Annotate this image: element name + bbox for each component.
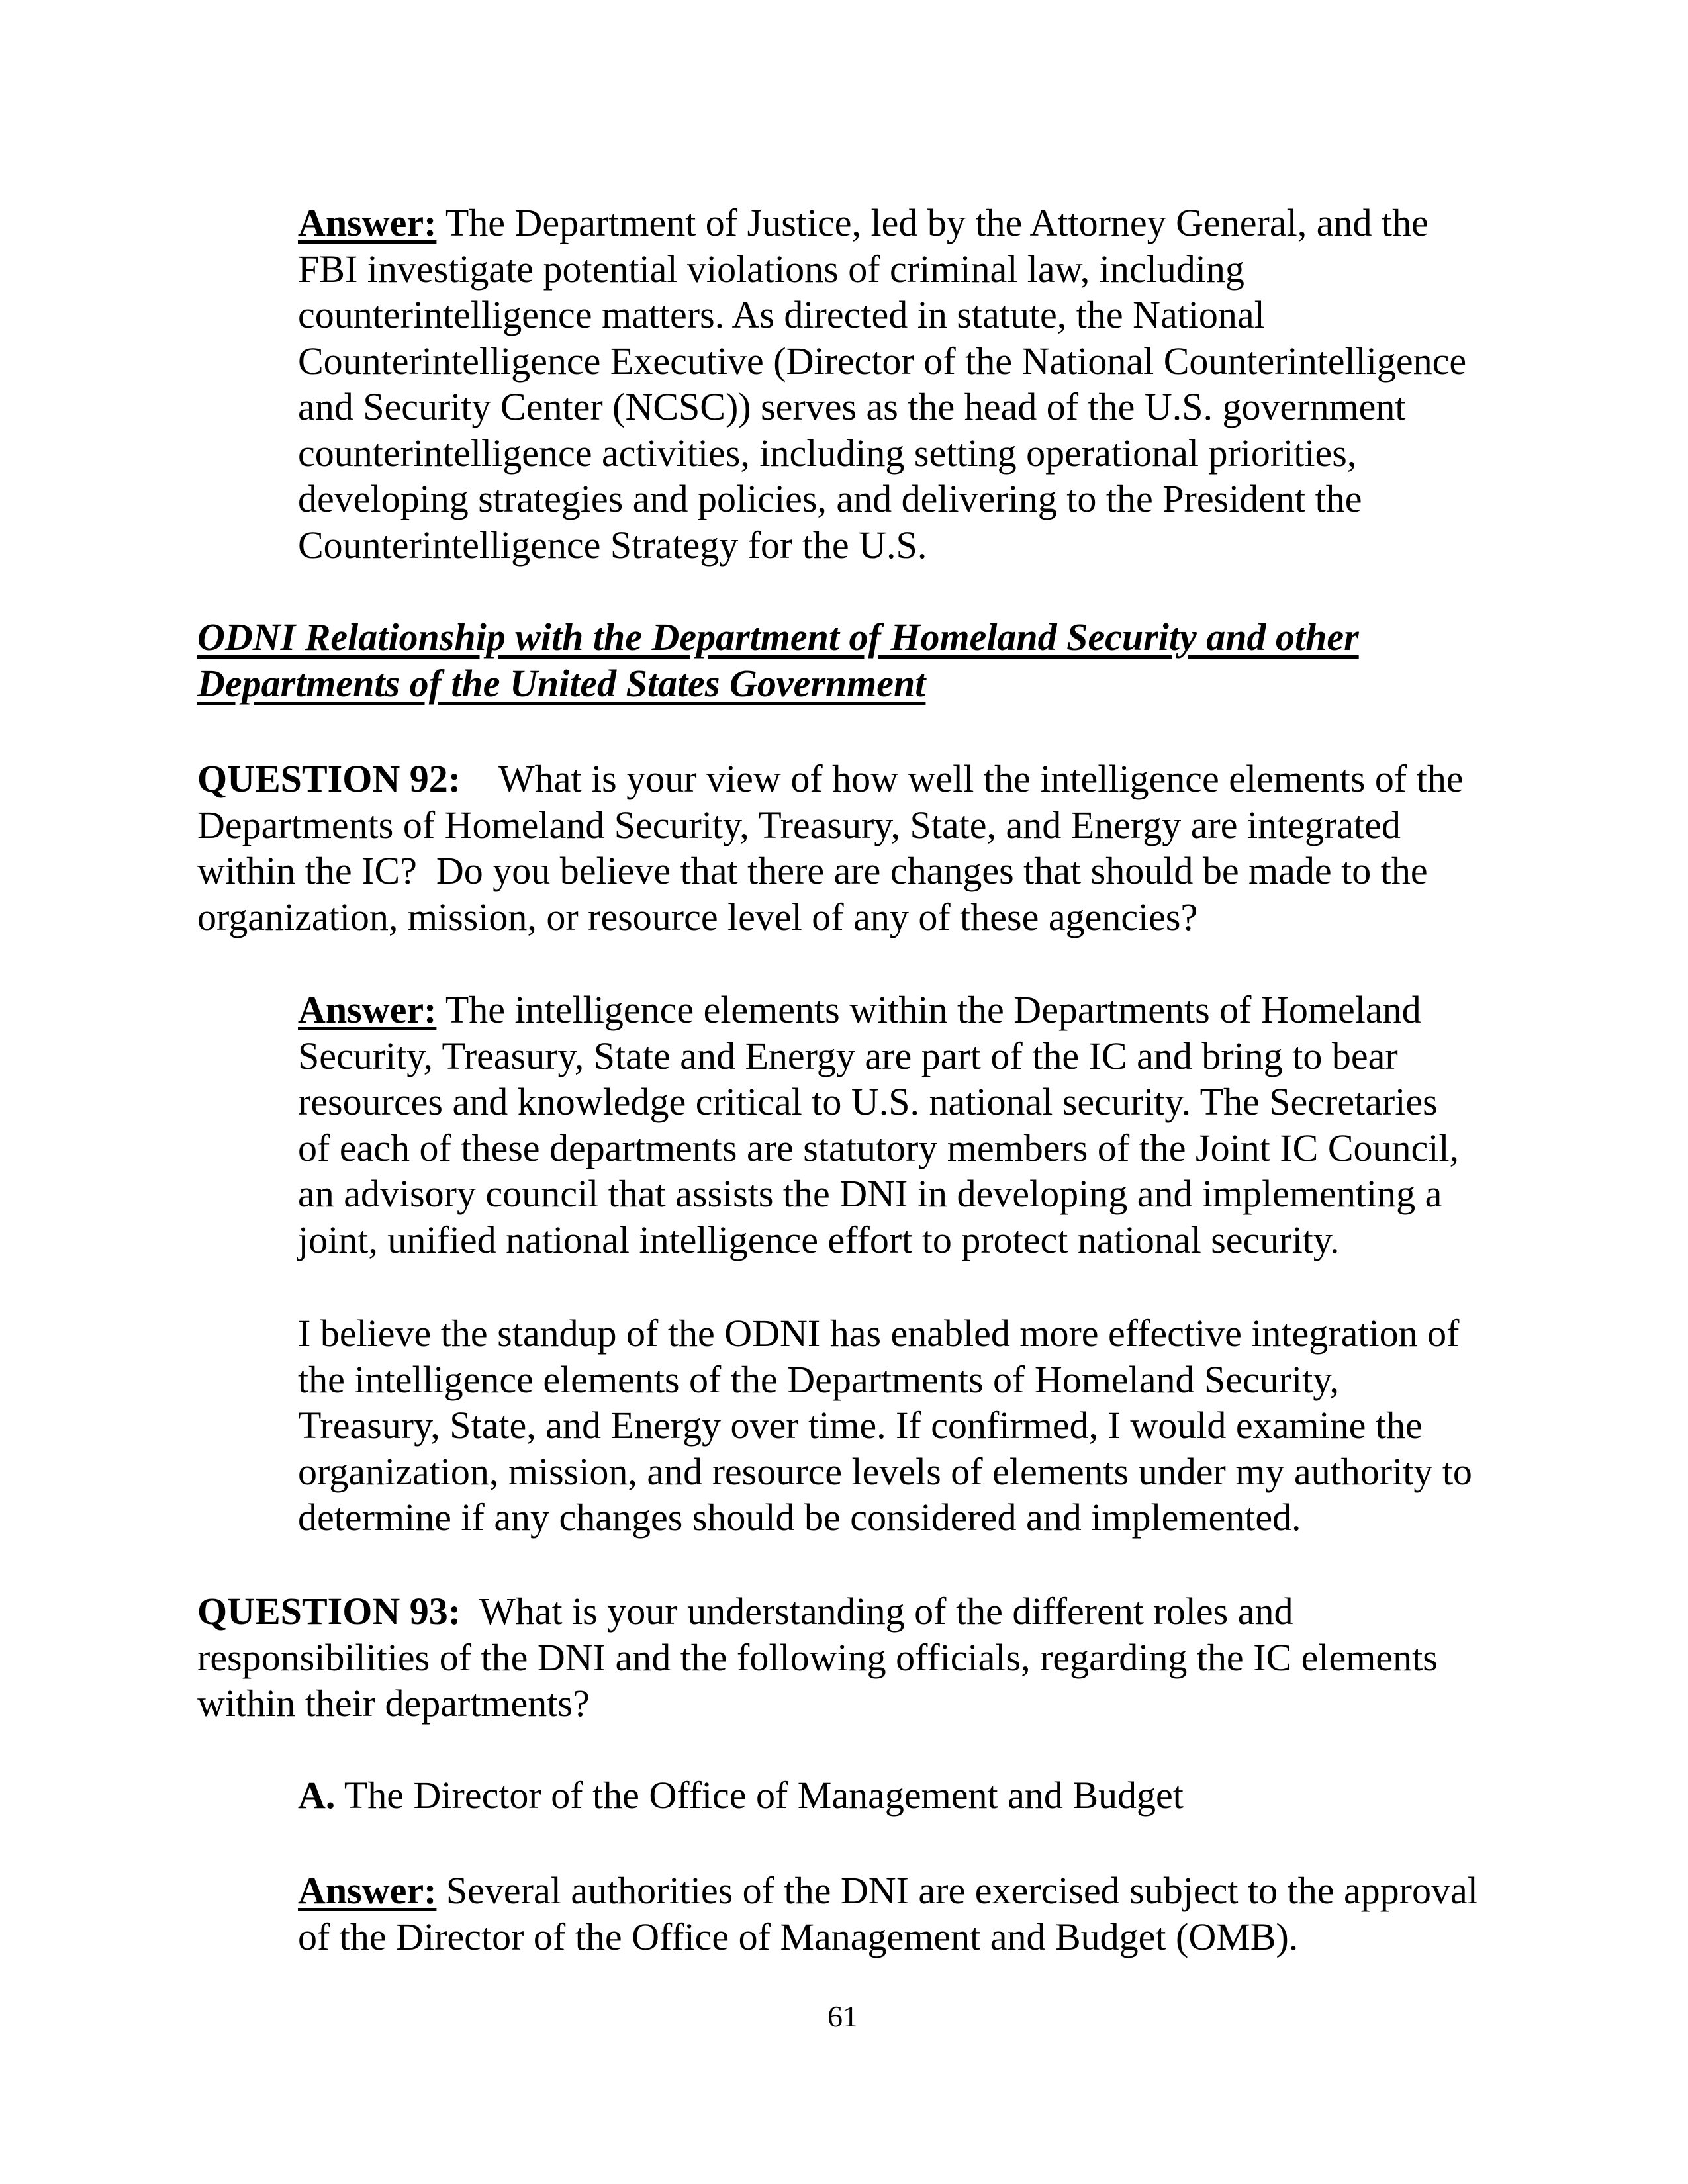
answer-label: Answer:: [298, 201, 437, 244]
text-span: What is your view of how well the intelligence elements of the: [498, 757, 1464, 800]
question-92-block: [197, 756, 1464, 940]
answer-92-line-5: an advisory council that assists the DNI in developing and implementing a: [298, 1172, 1442, 1215]
answer-92-line-6: joint, unified national intelligence effort to protect national security.: [298, 1218, 1340, 1261]
subitem-a-label: A.: [298, 1774, 336, 1817]
question-93-block: [197, 1588, 1438, 1727]
answer-91-line-1: [298, 200, 1466, 246]
question-93-line-1: [197, 1588, 1438, 1635]
answer-92-p2-line-4: organization, mission, and resource levels of elements under my authority to: [298, 1449, 1472, 1493]
text-span: The Department of Justice, led by the Attorney General, and the: [445, 201, 1429, 244]
question-92-label: QUESTION 92:: [197, 757, 461, 800]
question-92-line-2: Departments of Homeland Security, Treasury, State, and Energy are integrated: [197, 803, 1401, 846]
answer-91-line-4: Counterintelligence Executive (Director of the National Counterintelligence: [298, 339, 1467, 383]
answer-92-p2-line-2: the intelligence elements of the Departments of Homeland Security,: [298, 1357, 1339, 1401]
answer-92-p2-line-5: determine if any changes should be considered and implemented.: [298, 1496, 1301, 1539]
answer-92-paragraph-2: [298, 1310, 1472, 1541]
section-heading-line-1: ODNI Relationship with the Department of Homeland Security and other: [197, 615, 1359, 659]
question-93-line-3: within their departments?: [197, 1682, 590, 1725]
question-93-label: QUESTION 93:: [197, 1590, 461, 1633]
answer-93a-line-2: of the Director of the Office of Management and Budget (OMB).: [298, 1915, 1299, 1958]
question-92-line-3: within the IC? Do you believe that there are changes that should be made to the: [197, 849, 1428, 892]
answer-91-block: [298, 200, 1466, 568]
answer-91-line-6: counterintelligence activities, including setting operational priorities,: [298, 431, 1357, 475]
answer-92-block: [298, 987, 1459, 1263]
subitem-a-line: [298, 1772, 1184, 1819]
text-span: What is your understanding of the different roles and: [479, 1590, 1293, 1633]
answer-93a-block: [298, 1868, 1478, 1960]
answer-92-line-2: Security, Treasury, State and Energy are part of the IC and bring to bear: [298, 1034, 1398, 1077]
answer-92-p2-line-3: Treasury, State, and Energy over time. If confirmed, I would examine the: [298, 1404, 1423, 1447]
text-span: The intelligence elements within the Departments of Homeland: [445, 988, 1421, 1031]
answer-91-line-7: developing strategies and policies, and delivering to the President the: [298, 477, 1362, 520]
answer-93a-line-1: [298, 1868, 1478, 1914]
subitem-a: [298, 1772, 1184, 1819]
text-span: Several authorities of the DNI are exercised subject to the approval: [445, 1869, 1478, 1912]
answer-92-line-4: of each of these departments are statutory members of the Joint IC Council,: [298, 1126, 1459, 1169]
answer-92-line-1: [298, 987, 1459, 1033]
answer-92-p2-line-1: I believe the standup of the ODNI has enabled more effective integration of: [298, 1312, 1460, 1355]
answer-label: Answer:: [298, 1869, 437, 1912]
answer-91-line-5: and Security Center (NCSC)) serves as the head of the U.S. government: [298, 385, 1406, 428]
section-heading-line-2: Departments of the United States Government: [197, 661, 926, 705]
answer-91-line-8: Counterintelligence Strategy for the U.S.: [298, 523, 927, 567]
page-number: 61: [827, 1999, 858, 2033]
answer-91-line-2: FBI investigate potential violations of criminal law, including: [298, 247, 1244, 291]
answer-label: Answer:: [298, 988, 437, 1031]
answer-91-line-3: counterintelligence matters. As directed in statute, the National: [298, 293, 1265, 336]
answer-92-line-3: resources and knowledge critical to U.S. national security. The Secretaries: [298, 1080, 1438, 1123]
question-93-line-2: responsibilities of the DNI and the following officials, regarding the IC elements: [197, 1635, 1438, 1679]
question-92-line-1: [197, 756, 1464, 802]
subitem-a-text: The Director of the Office of Management and Budget: [344, 1774, 1184, 1817]
section-heading: [197, 614, 1359, 706]
question-92-line-4: organization, mission, or resource level of any of these agencies?: [197, 895, 1198, 938]
